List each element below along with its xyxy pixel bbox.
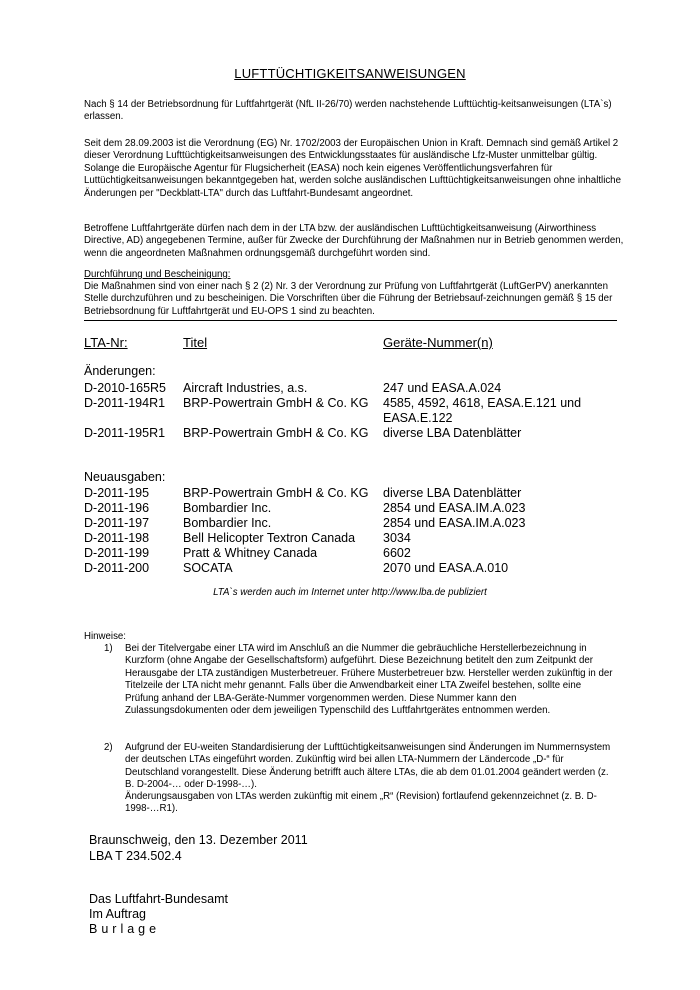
device-numbers: 247 und EASA.A.024	[383, 381, 502, 395]
note-text: Bei der Titelvergabe einer LTA wird im Anschluß an die Nummer die gebräuchliche Herstellerbezeichnung in Kurzform (ohne Angabe der Gesellschaftsform) aufgeführt. Diese Bezeichnung betitelt den zum Zeitpunkt der Herausgabe der LTA zuständigen Musterbetreuer. Frühere Musterbetreuer bzw. Hersteller werden zukünftig in der Titelzeile der LTA nicht mehr genannt. Falls über die Anwendbarkeit einer LTA Zweifel bestehen, sollte eine Prüfung anhand der LBA-Geräte-Nummer vorgenommen werden. Diese Nummer kann den Zulassungsdokumenten oder dem jeweiligen Typenschild des Luftfahrtgerätes entnommen werden.	[125, 643, 613, 717]
lta-title: SOCATA	[183, 561, 233, 575]
document-title: LUFTTÜCHTIGKEITSANWEISUNGEN	[234, 66, 466, 81]
execution-paragraph: Die Maßnahmen sind von einer nach § 2 (2) Nr. 3 der Verordnung zur Prüfung von Luftfahrtgerät (LuftGerPV) anerkannten Stelle durchzuführen und zu bescheinigen. Die Vorschriften über die Führung der Betriebsauf-zeichnungen gemäß § 15 der Betriebsordnung für Luftfahrtgerät und EU-OPS 1 sind zu beachten.	[84, 281, 613, 317]
device-numbers: 2070 und EASA.A.010	[383, 561, 509, 575]
lta-number: D-2011-198	[84, 531, 150, 545]
lta-title: Pratt & Whitney Canada	[183, 546, 318, 560]
section-heading: Durchführung und Bescheinigung:	[84, 269, 231, 280]
device-numbers: diverse LBA Datenblätter	[383, 486, 522, 500]
device-numbers: 2854 und EASA.IM.A.023	[383, 516, 526, 530]
note-number: 1)	[104, 643, 113, 654]
reference-number: LBA T 234.502.4	[89, 849, 182, 863]
intro-paragraph: Nach § 14 der Betriebsordnung für Luftfahrtgerät (NfL II-26/70) werden nachstehende Lufttüchtig-keitsanweisungen (LTA`s) erlassen.	[84, 99, 612, 123]
lta-number: D-2011-195	[84, 486, 150, 500]
device-numbers: 4585, 4592, 4618, EASA.E.121 und	[383, 396, 582, 410]
lta-title: BRP-Powertrain GmbH & Co. KG	[183, 396, 369, 410]
lta-title: BRP-Powertrain GmbH & Co. KG	[183, 486, 369, 500]
lta-number: D-2011-194R1	[84, 396, 166, 410]
lta-number: D-2011-195R1	[84, 426, 166, 440]
regulation-paragraph: Seit dem 28.09.2003 ist die Verordnung (EG) Nr. 1702/2003 der Europäischen Union in Kraft. Demnach sind gemäß Artikel 2 dieser Verordnung Lufttüchtigkeitsanweisungen des Entwicklungsstaates für ausländische Lfz-Muster unmittelbar gültig. Solange die Europäische Agentur für Flugsicherheit (EASA) noch kein eigenes Veröffentlichungsverfahren für Luttüchtigkeitsanweisungen bekanntgegeben hat, werden solche ausländischen Lufttüchtigkeitsanweisungen ohne inhaltliche Änderungen per "Deckblatt-LTA" durch das Luftfahrt-Bundesamt angeordnet.	[84, 138, 621, 199]
authority-name: Das Luftfahrt-Bundesamt	[89, 892, 228, 906]
lta-title: Bombardier Inc.	[183, 501, 272, 515]
lta-title: Bell Helicopter Textron Canada	[183, 531, 356, 545]
note-text: Aufgrund der EU-weiten Standardisierung der Lufttüchtigkeitsanweisungen sind Änderungen im Nummernsystem der deutschen LTAs eingeführt worden. Zukünftig wird bei allen LTA-Nummern der Ländercode „D-“ für Deutschland vorangestellt. Diese Änderung betrifft auch ältere LTAs, die ab dem 01.01.2004 geändert werden (z. B. D-2004-… oder D-1998-…).	[125, 742, 611, 791]
place-date: Braunschweig, den 13. Dezember 2011	[89, 833, 308, 847]
header-lta: LTA-Nr:	[84, 335, 128, 350]
on-behalf: Im Auftrag	[89, 907, 146, 921]
internet-note: LTA`s werden auch im Internet unter http://www.lba.de publiziert	[213, 587, 487, 598]
new-issues-label: Neuausgaben:	[84, 470, 166, 484]
device-numbers: diverse LBA Datenblätter	[383, 426, 522, 440]
lta-number: D-2010-165R5	[84, 381, 166, 395]
operation-paragraph: Betroffene Luftfahrtgeräte dürfen nach dem in der LTA bzw. der ausländischen Lufttüchtigkeitsanweisung (Airworthiness Directive, AD) angegebenen Termine, außer für Zwecke der Durchführung der Maßnahmen nur in Betrieb genommen werden, wenn die angeordneten Maßnahmen ordnungsgemäß durchgeführt worden sind.	[84, 223, 624, 259]
note-number: 2)	[104, 742, 113, 753]
device-numbers: 2854 und EASA.IM.A.023	[383, 501, 526, 515]
changes-label: Änderungen:	[84, 364, 156, 378]
header-titel: Titel	[183, 335, 208, 350]
signatory-name: Burlage	[89, 922, 161, 936]
header-geraete: Geräte-Nummer(n)	[383, 335, 493, 350]
lta-number: D-2011-197	[84, 516, 150, 530]
lta-number: D-2011-199	[84, 546, 150, 560]
device-numbers: 6602	[383, 546, 411, 560]
note-text-continuation: Änderungsausgaben von LTAs werden zukünftig mit einem „R“ (Revision) fortlaufend gekennzeichnet (z. B. D-1998-…R1).	[125, 791, 597, 815]
notes-label: Hinweise:	[84, 631, 126, 642]
divider-line	[84, 320, 617, 321]
lta-number: D-2011-200	[84, 561, 150, 575]
lta-title: BRP-Powertrain GmbH & Co. KG	[183, 426, 369, 440]
lta-title: Bombardier Inc.	[183, 516, 272, 530]
device-numbers: 3034	[383, 531, 411, 545]
lta-number: D-2011-196	[84, 501, 150, 515]
lta-title: Aircraft Industries, a.s.	[183, 381, 308, 395]
device-numbers: EASA.E.122	[383, 411, 453, 425]
